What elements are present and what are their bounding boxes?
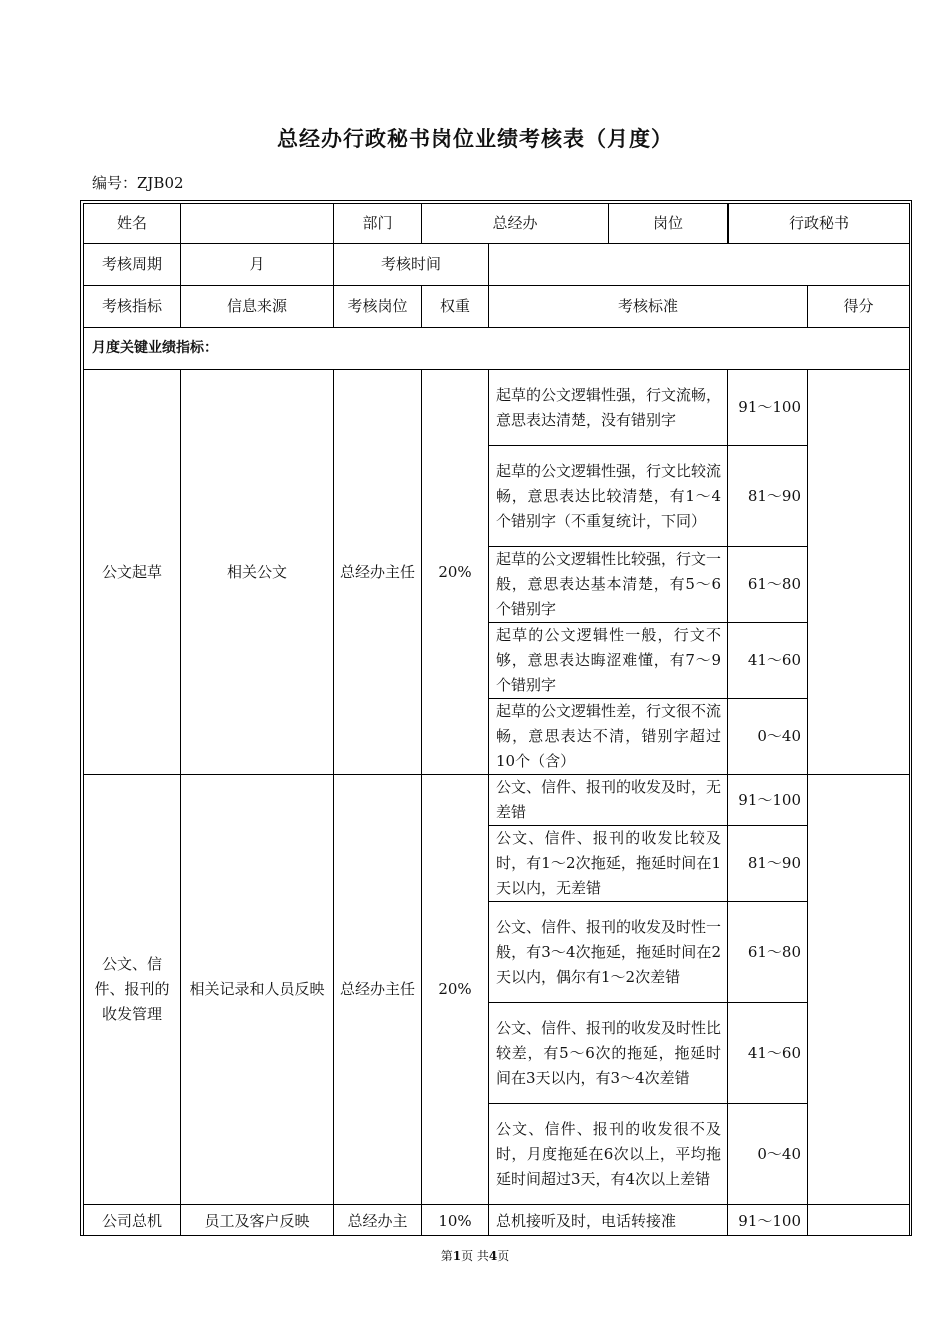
assessment-table: [83, 203, 910, 1236]
table-row: [84, 1205, 910, 1237]
criteria-text: 起草的公文逻辑性强，行文流畅，意思表达清楚，没有错别字: [489, 370, 728, 446]
footer-middle: 页 共: [461, 1249, 489, 1263]
post-value-text: 行政秘书: [728, 204, 909, 243]
criteria-range: 91～100: [728, 1205, 808, 1237]
criteria-text: 公文、信件、报刊的收发比较及时，有1～2次拖延，拖延时间在1天以内，无差错: [489, 826, 728, 902]
header-standard: 考核标准: [489, 286, 808, 328]
form-code: 编号：ZJB02: [92, 174, 184, 192]
dept-label: 部门: [334, 204, 422, 244]
criteria-text: 公文、信件、报刊的收发及时性比较差，有5～6次的拖延，拖延时间在3天以内，有3～4次差错: [489, 1003, 728, 1104]
header-assessor: 考核岗位: [334, 286, 422, 328]
score-field[interactable]: [808, 1205, 910, 1237]
indicator-assessor: 总经办主任: [334, 370, 422, 775]
criteria-text: 公文、信件、报刊的收发及时性一般，有3～4次拖延，拖延时间在2天以内，偶尔有1～2次差错: [489, 902, 728, 1003]
criteria-range: 61～80: [728, 547, 808, 623]
header-row: [84, 286, 910, 328]
name-field[interactable]: [181, 204, 334, 244]
indicator-name-text: 公文、信件、报刊的收发管理: [94, 955, 170, 1023]
period-value: 月: [181, 244, 334, 286]
info-row-1: [84, 204, 910, 244]
criteria-range: 61～80: [728, 902, 808, 1003]
indicator-source: 相关公文: [181, 370, 334, 775]
score-field[interactable]: [808, 775, 910, 1205]
name-label: 姓名: [84, 204, 181, 244]
time-label: 考核时间: [334, 244, 489, 286]
criteria-range: 81～90: [728, 446, 808, 547]
page-title: 总经办行政秘书岗位业绩考核表（月度）: [277, 127, 673, 151]
dept-value-text: 总经办: [422, 204, 609, 243]
post-value: [728, 204, 910, 244]
assessment-table-frame: [80, 200, 912, 1236]
footer-page: 1: [452, 1249, 462, 1263]
indicator-weight: 10%: [422, 1205, 489, 1237]
page-footer: [0, 1247, 950, 1264]
criteria-text: 起草的公文逻辑性一般，行文不够，意思表达晦涩难懂，有7～9个错别字: [489, 623, 728, 699]
criteria-text: 起草的公文逻辑性差，行文很不流畅，意思表达不清，错别字超过10个（含）: [489, 699, 728, 775]
time-field[interactable]: [489, 244, 910, 286]
indicator-name: [84, 775, 181, 1205]
post-label: 岗位: [653, 214, 684, 232]
criteria-range: 91～100: [728, 370, 808, 446]
criteria-text: 公文、信件、报刊的收发及时，无差错: [489, 775, 728, 826]
section-title: 月度关键业绩指标：: [84, 328, 910, 370]
table-row: [84, 775, 910, 826]
indicator-weight: 20%: [422, 370, 489, 775]
header-indicator: 考核指标: [84, 286, 181, 328]
header-source: 信息来源: [181, 286, 334, 328]
indicator-assessor: 总经办主任: [334, 775, 422, 1205]
header-score: 得分: [808, 286, 910, 328]
info-row-2: [84, 244, 910, 286]
criteria-text: 起草的公文逻辑性强，行文比较流畅，意思表达比较清楚，有1～4个错别字（不重复统计，下同）: [489, 446, 728, 547]
criteria-text: 起草的公文逻辑性比较强，行文一般，意思表达基本清楚，有5～6个错别字: [489, 547, 728, 623]
indicator-name: 公文起草: [84, 370, 181, 775]
table-row: [84, 370, 910, 446]
footer-total: 4: [488, 1249, 498, 1263]
dept-value: [422, 204, 728, 244]
score-field[interactable]: [808, 370, 910, 775]
indicator-name: 公司总机: [84, 1205, 181, 1237]
criteria-range: 0～40: [728, 699, 808, 775]
section-row: [84, 328, 910, 370]
footer-prefix: 第: [440, 1249, 453, 1263]
criteria-range: 91～100: [728, 775, 808, 826]
criteria-text: 公文、信件、报刊的收发很不及时，月度拖延在6次以上，平均拖延时间超过3天，有4次以上差错: [489, 1104, 728, 1205]
indicator-assessor: 总经办主: [334, 1205, 422, 1237]
criteria-text: 总机接听及时，电话转接准: [489, 1205, 728, 1237]
indicator-source: 相关记录和人员反映: [181, 775, 334, 1205]
footer-suffix: 页: [497, 1249, 510, 1263]
criteria-range: 41～60: [728, 1003, 808, 1104]
criteria-range: 81～90: [728, 826, 808, 902]
criteria-range: 0～40: [728, 1104, 808, 1205]
header-weight: 权重: [422, 286, 489, 328]
criteria-range: 41～60: [728, 623, 808, 699]
period-label: 考核周期: [84, 244, 181, 286]
indicator-weight: 20%: [422, 775, 489, 1205]
indicator-source: 员工及客户反映: [181, 1205, 334, 1237]
